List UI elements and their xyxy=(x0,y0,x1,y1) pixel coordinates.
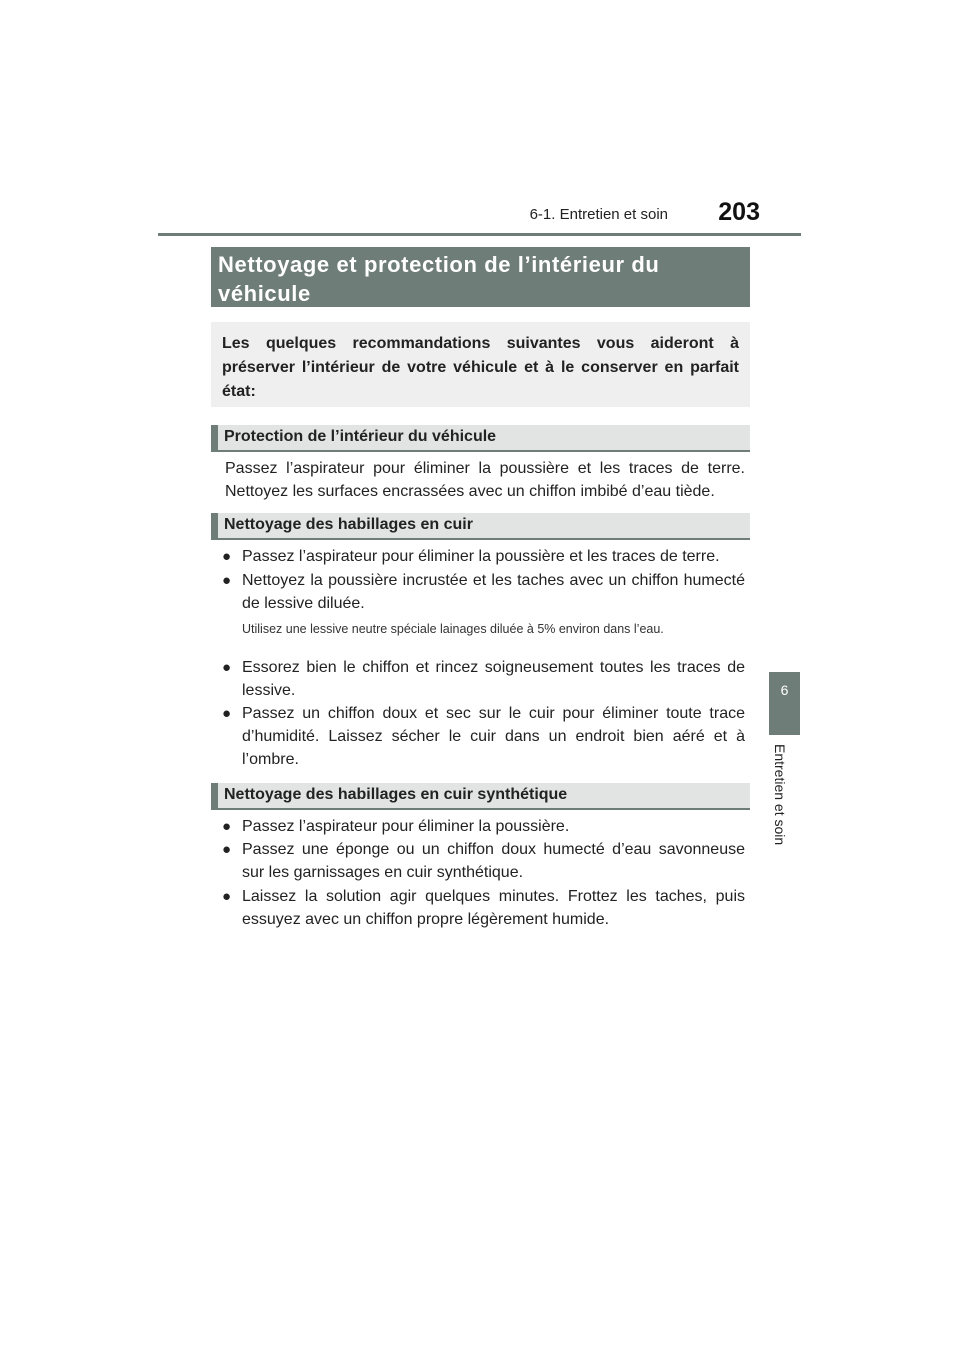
list-item-text: Passez l’aspirateur pour éliminer la poussière et les traces de terre. xyxy=(242,548,720,565)
chapter-tab-number: 6 xyxy=(780,682,789,698)
list-item-text: Passez l’aspirateur pour éliminer la poussière. xyxy=(242,818,570,835)
bullet-icon: ● xyxy=(222,548,232,565)
bullet-icon: ● xyxy=(222,818,232,835)
list-item xyxy=(222,702,745,771)
bullet-icon: ● xyxy=(222,841,232,858)
list-item-text: Passez une éponge ou un chiffon doux humecté d’eau savonneuse sur les garnissages en cuir synthétique. xyxy=(242,841,745,881)
bullet-icon: ● xyxy=(222,572,232,589)
section-paragraph-protection: Passez l’aspirateur pour éliminer la poussière et les traces de terre. Nettoyez les surfaces encrassées avec un chiffon imbibé d’eau tiède. xyxy=(225,460,745,500)
list-item xyxy=(222,545,745,568)
list-item xyxy=(222,569,745,615)
page-number: 203 xyxy=(718,198,760,226)
note-text: Utilisez une lessive neutre spéciale lainages diluée à 5% environ dans l’eau. xyxy=(242,622,664,636)
list-item xyxy=(222,815,745,838)
list-item xyxy=(222,656,745,702)
header-rule xyxy=(158,233,801,236)
list-item-text: Passez un chiffon doux et sec sur le cuir pour éliminer toute trace d’humidité. Laissez sécher le cuir dans un endroit bien aéré et à l’ombre. xyxy=(242,705,745,768)
list-item xyxy=(222,885,745,931)
bullet-icon: ● xyxy=(222,888,232,905)
list-item-text: Nettoyez la poussière incrustée et les taches avec un chiffon humecté de lessive diluée. xyxy=(242,572,745,612)
section-breadcrumb: 6-1. Entretien et soin xyxy=(529,206,668,223)
chapter-tab-label: Entretien et soin xyxy=(772,744,788,846)
list-item-text: Essorez bien le chiffon et rincez soigneusement toutes les traces de lessive. xyxy=(242,659,745,699)
intro-box: Les quelques recommandations suivantes vous aideront à préserver l’intérieur de votre véhicule et à le conserver en parfait état: xyxy=(211,322,750,407)
list-item xyxy=(222,838,745,884)
bullet-icon: ● xyxy=(222,659,232,676)
bullet-icon: ● xyxy=(222,705,232,722)
page-title: Nettoyage et protection de l’intérieur du véhicule xyxy=(211,247,750,307)
list-item-text: Laissez la solution agir quelques minutes. Frottez les taches, puis essuyez avec un chiffon propre légèrement humide. xyxy=(242,888,745,928)
section-heading-cuir: Nettoyage des habillages en cuir xyxy=(211,513,750,540)
section-heading-cuir-synthetique: Nettoyage des habillages en cuir synthétique xyxy=(211,783,750,810)
section-heading-protection: Protection de l’intérieur du véhicule xyxy=(211,425,750,452)
